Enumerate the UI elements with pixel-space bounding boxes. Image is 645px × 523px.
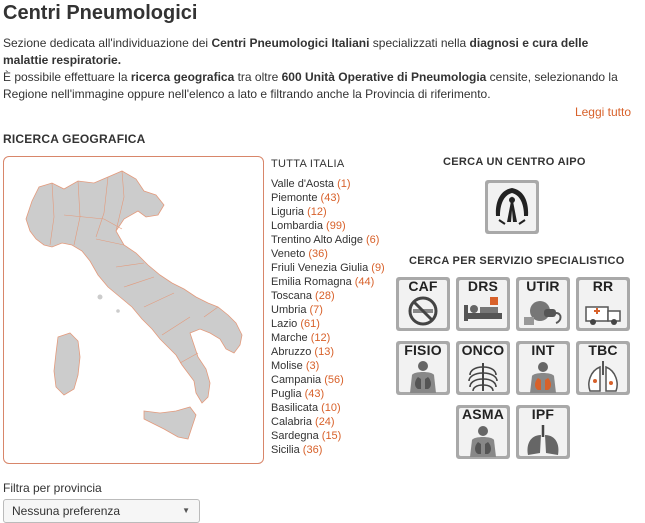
- intro-text: Sezione dedicata all'individuazione dei Centri Pneumologici Italiani specializzati nella diagnosi e cura delle malattie respiratorie. È possibile effettuare la ricerca geografica tra oltre 600 Unità Operative di Pneumologia censite, selezionando la Regione nell'immagine oppure nell'elenco a lato e filtrando anche la Provincia di riferimento.: [3, 36, 618, 101]
- region-name: Emilia Romagna: [271, 276, 352, 288]
- region-item[interactable]: [271, 415, 385, 429]
- region-name: Valle d'Aosta: [271, 178, 335, 190]
- tile-label: DRS: [467, 278, 499, 294]
- region-name: Abruzzo: [271, 346, 312, 358]
- aipo-logo-icon: [485, 180, 539, 234]
- service-ipf-button[interactable]: [516, 405, 570, 459]
- province-select[interactable]: [3, 499, 200, 523]
- region-name: Lombardia: [271, 220, 323, 232]
- region-all-italy[interactable]: TUTTA ITALIA: [271, 158, 345, 170]
- service-int-button[interactable]: [516, 341, 570, 395]
- region-item[interactable]: [271, 331, 385, 345]
- region-item[interactable]: [271, 275, 385, 289]
- region-item[interactable]: [271, 233, 385, 247]
- region-count: (12): [307, 206, 327, 218]
- service-asma-button[interactable]: [456, 405, 510, 459]
- aipo-heading: CERCA UN CENTRO AIPO: [443, 156, 586, 168]
- region-name: Puglia: [271, 388, 302, 400]
- region-name: Sardegna: [271, 430, 319, 442]
- region-name: Trentino Alto Adige: [271, 234, 363, 246]
- region-count: (99): [326, 220, 346, 232]
- tile-label: CAF: [408, 278, 438, 294]
- region-name: Friuli Venezia Giulia: [271, 262, 369, 274]
- region-count: (61): [300, 318, 320, 330]
- region-count: (56): [324, 374, 344, 386]
- service-rr-button[interactable]: [576, 277, 630, 331]
- region-item[interactable]: [271, 177, 385, 191]
- region-count: (43): [320, 192, 341, 204]
- italy-map-icon[interactable]: [4, 157, 263, 463]
- region-count: (13): [314, 346, 334, 358]
- service-caf-button[interactable]: [396, 277, 450, 331]
- region-item[interactable]: [271, 289, 385, 303]
- region-item[interactable]: [271, 317, 385, 331]
- tile-label: ONCO: [461, 342, 505, 358]
- region-item[interactable]: [271, 205, 385, 219]
- tile-label: RR: [592, 278, 614, 294]
- region-item[interactable]: [271, 401, 385, 415]
- region-item[interactable]: [271, 373, 385, 387]
- region-count: (3): [305, 360, 320, 372]
- geo-search-heading: RICERCA GEOGRAFICA: [3, 132, 146, 146]
- region-name: Umbria: [271, 304, 307, 316]
- region-count: (36): [302, 444, 323, 456]
- tile-label: UTIR: [526, 278, 560, 294]
- chevron-down-icon: ▼: [182, 506, 190, 515]
- region-count: (15): [321, 430, 342, 442]
- region-name: Basilicata: [271, 402, 319, 414]
- service-utir-button[interactable]: [516, 277, 570, 331]
- region-name: Piemonte: [271, 192, 318, 204]
- tile-label: INT: [531, 342, 555, 358]
- region-count: (7): [309, 304, 323, 316]
- region-item[interactable]: [271, 247, 385, 261]
- region-name: Campania: [271, 374, 322, 386]
- region-item[interactable]: [271, 387, 385, 401]
- region-name: Calabria: [271, 416, 312, 428]
- region-item[interactable]: [271, 429, 385, 443]
- read-more-link[interactable]: Leggi tutto: [574, 105, 631, 119]
- region-item[interactable]: [271, 345, 385, 359]
- region-count: (12): [310, 332, 331, 344]
- tile-label: TBC: [588, 342, 618, 358]
- province-select-value: Nessuna preferenza: [12, 504, 121, 518]
- region-name: Veneto: [271, 248, 306, 260]
- tile-label: IPF: [531, 406, 555, 422]
- service-drs-button[interactable]: [456, 277, 510, 331]
- province-filter-label: Filtra per provincia: [3, 481, 102, 495]
- aipo-logo-button[interactable]: [485, 180, 539, 234]
- region-count: (6): [366, 234, 380, 246]
- region-name: Sicilia: [271, 444, 300, 456]
- region-item[interactable]: [271, 219, 385, 233]
- region-item[interactable]: [271, 191, 385, 205]
- region-item[interactable]: [271, 261, 385, 275]
- region-name: Marche: [271, 332, 308, 344]
- region-name: Liguria: [271, 206, 305, 218]
- italy-map[interactable]: [3, 156, 264, 464]
- region-name: Toscana: [271, 290, 312, 302]
- tile-label: FISIO: [404, 342, 442, 358]
- service-fisio-button[interactable]: [396, 341, 450, 395]
- services-heading: CERCA PER SERVIZIO SPECIALISTICO: [409, 255, 625, 267]
- region-count: (1): [337, 178, 351, 190]
- service-onco-button[interactable]: [456, 341, 510, 395]
- region-item[interactable]: [271, 443, 385, 457]
- region-count: (24): [315, 416, 335, 428]
- region-count: (36): [308, 248, 328, 260]
- region-count: (9): [371, 262, 385, 274]
- region-item[interactable]: [271, 359, 385, 373]
- region-count: (28): [315, 290, 335, 302]
- service-tbc-button[interactable]: [576, 341, 630, 395]
- region-count: (44): [354, 276, 375, 288]
- tile-label: ASMA: [461, 406, 505, 422]
- region-count: (10): [321, 402, 341, 414]
- region-item[interactable]: [271, 303, 385, 317]
- region-list: [271, 157, 385, 457]
- region-name: Lazio: [271, 318, 298, 330]
- page-title: Centri Pneumologici: [3, 2, 198, 24]
- region-name: Molise: [271, 360, 303, 372]
- region-count: (43): [304, 388, 325, 400]
